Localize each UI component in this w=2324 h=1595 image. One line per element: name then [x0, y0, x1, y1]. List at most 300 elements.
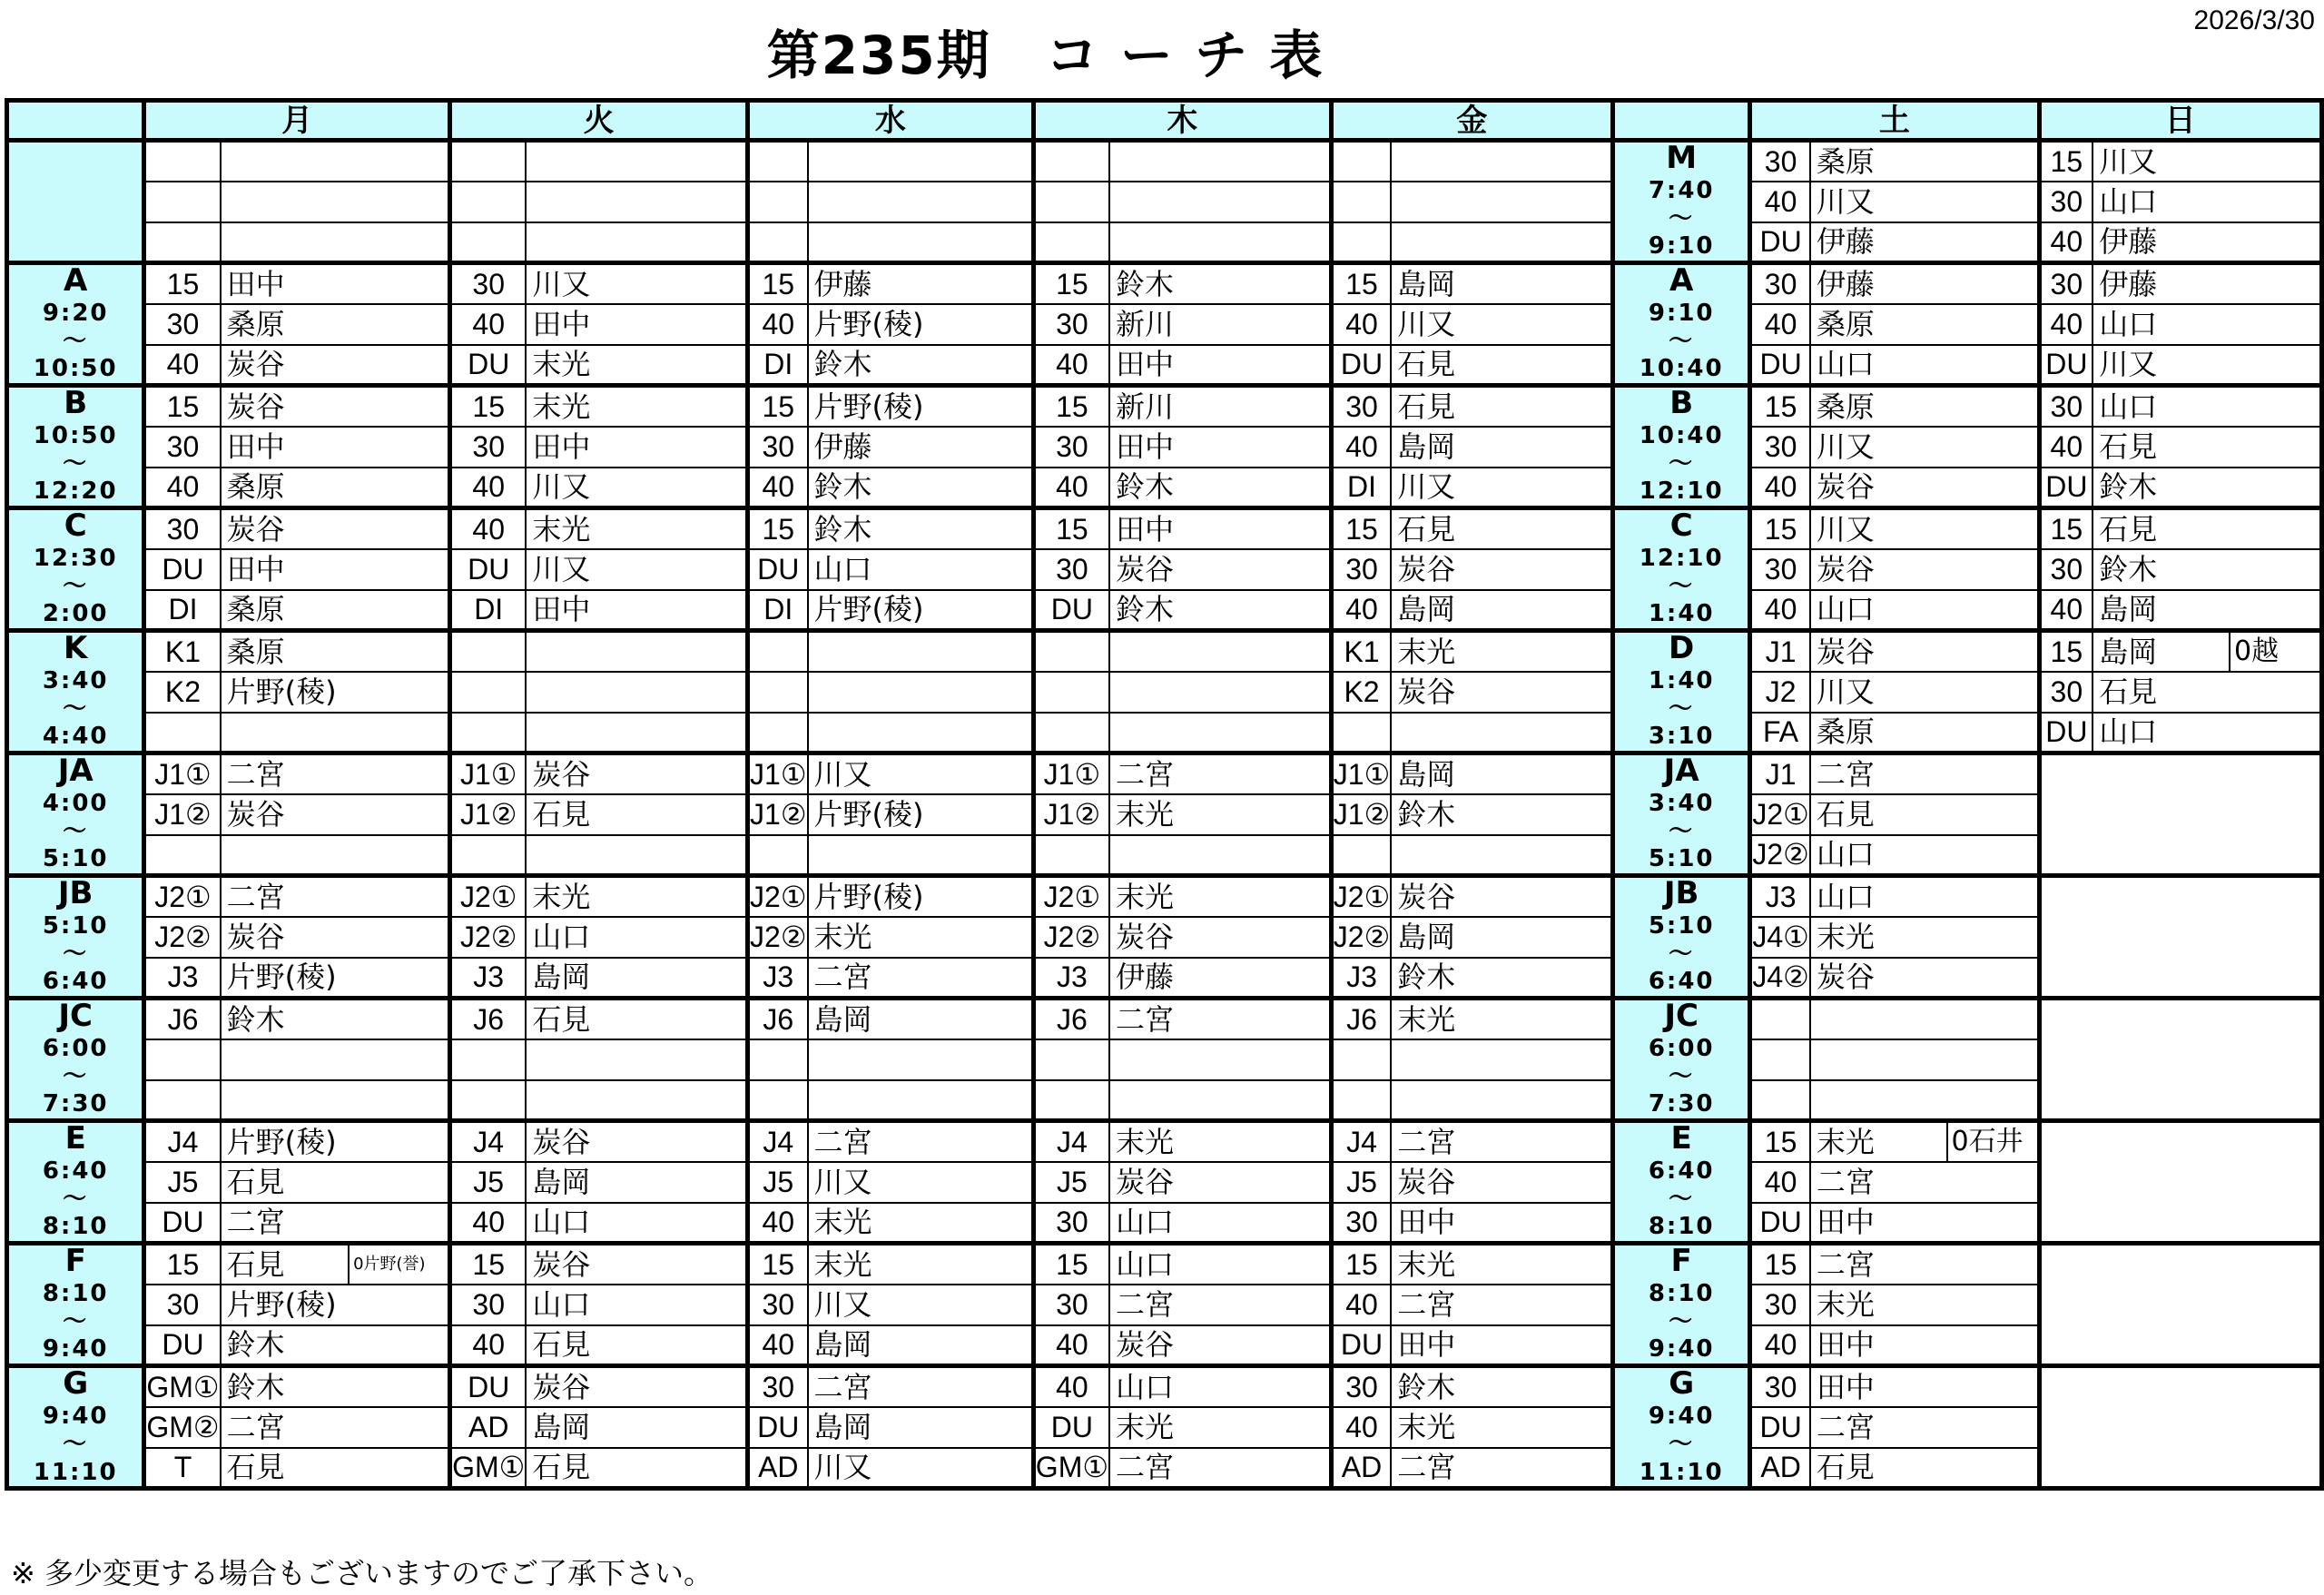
schedule-row: [7, 1039, 2322, 1080]
coach-name: [526, 141, 747, 182]
shift-code: 40: [2039, 590, 2093, 631]
shift-code: AD: [748, 1448, 808, 1489]
day-header-4: 金: [1331, 101, 1612, 141]
coach-name: [1109, 222, 1331, 263]
coach-name: 片野(稜): [808, 386, 1034, 427]
coach-name: 末光: [1109, 1407, 1331, 1448]
shift-code: 30: [2039, 672, 2093, 713]
shift-code: DU: [144, 1203, 221, 1244]
shift-code: 40: [1331, 304, 1391, 345]
shift-code: J4: [1331, 1121, 1391, 1162]
slot-range-mark: ～: [63, 940, 89, 968]
slot-range-mark: ～: [1669, 940, 1695, 968]
shift-code: 40: [450, 508, 527, 549]
coach-name: [1810, 999, 2039, 1039]
shift-code: J3: [1331, 958, 1391, 999]
shift-code: DU: [450, 1366, 527, 1407]
sunday-empty-block: [2039, 1244, 2321, 1366]
shift-code: J1②: [450, 794, 527, 835]
coach-name: 片野(稜): [221, 1121, 450, 1162]
coach-name: [808, 1080, 1034, 1121]
coach-name: 桑原: [1810, 141, 2039, 182]
shift-code: [748, 1080, 808, 1121]
coach-name: 末光: [1109, 876, 1331, 917]
coach-name: 山口: [526, 1285, 747, 1325]
coach-name: 二宮: [1109, 753, 1331, 794]
shift-code: J1: [1750, 753, 1810, 794]
coach-name-text: 石見: [226, 1246, 285, 1282]
coach-name: [1391, 182, 1612, 222]
shift-code: 30: [1331, 1203, 1391, 1244]
coach-name: [808, 835, 1034, 876]
coach-name: 鈴木: [808, 468, 1034, 508]
shift-code: 40: [1033, 468, 1109, 508]
slot-start-time: 3:40: [42, 667, 109, 695]
coach-name: 山口: [1810, 590, 2039, 631]
extra-note: 0越: [2229, 633, 2319, 671]
time-slot-header: [7, 141, 144, 263]
time-slot-header: [1612, 1244, 1749, 1366]
shift-code: 30: [748, 1366, 808, 1407]
coach-name: 山口: [1810, 835, 2039, 876]
coach-name: 末光: [526, 876, 747, 917]
shift-code: 40: [144, 345, 221, 386]
coach-name: 鈴木: [2093, 468, 2321, 508]
shift-code: 40: [1750, 590, 1810, 631]
slot-end-time: 7:30: [42, 1090, 109, 1118]
slot-name: E: [64, 1120, 86, 1157]
shift-code: 30: [450, 427, 527, 468]
coach-name: 炭谷: [1109, 549, 1331, 590]
coach-name: 島岡: [1391, 753, 1612, 794]
coach-name: 炭谷: [1391, 876, 1612, 917]
shift-code: J2②: [1033, 917, 1109, 958]
coach-name: 田中: [526, 427, 747, 468]
coach-name: 片野(稜): [808, 794, 1034, 835]
coach-name: 石見: [526, 1325, 747, 1366]
coach-name: 桑原: [221, 631, 450, 672]
shift-code: DI: [144, 590, 221, 631]
schedule-row: [7, 958, 2322, 999]
shift-code: J5: [144, 1162, 221, 1203]
shift-code: 40: [450, 1203, 527, 1244]
shift-code: [144, 222, 221, 263]
shift-code: J1②: [1331, 794, 1391, 835]
shift-code: 40: [1750, 182, 1810, 222]
shift-code: J6: [1331, 999, 1391, 1039]
shift-code: 40: [2039, 427, 2093, 468]
shift-code: J1①: [1033, 753, 1109, 794]
coach-name: 川又: [1810, 508, 2039, 549]
weekend-day-header-1: 日: [2039, 101, 2321, 141]
coach-name: 川又: [1810, 427, 2039, 468]
schedule-row: [7, 917, 2322, 958]
coach-name: 伊藤: [2093, 263, 2321, 304]
time-slot-header: [7, 1121, 144, 1244]
shift-code: 30: [450, 263, 527, 304]
coach-name: 川又: [526, 549, 747, 590]
shift-code: [450, 141, 527, 182]
coach-name: 二宮: [1810, 1407, 2039, 1448]
schedule-row: [7, 631, 2322, 672]
shift-code: 15: [2039, 508, 2093, 549]
schedule-row: [7, 672, 2322, 713]
coach-name: [221, 835, 450, 876]
slot-range-mark: ～: [1669, 1062, 1695, 1090]
time-slot-header: [1612, 386, 1749, 508]
slot-end-time: 10:50: [33, 355, 118, 383]
slot-end-time: 5:10: [1648, 845, 1715, 873]
schedule-row: [7, 713, 2322, 753]
shift-code: [1033, 1080, 1109, 1121]
coach-name: [221, 1080, 450, 1121]
coach-name: [1109, 713, 1331, 753]
coach-name: 山口: [2093, 182, 2321, 222]
shift-code: 40: [1033, 345, 1109, 386]
shift-code: T: [144, 1448, 221, 1489]
shift-code: 40: [748, 1325, 808, 1366]
shift-code: [144, 141, 221, 182]
coach-name: 山口: [1109, 1244, 1331, 1285]
slot-end-time: 6:40: [1648, 968, 1715, 996]
coach-name: 伊藤: [2093, 222, 2321, 263]
shift-code: [1033, 713, 1109, 753]
slot-range-mark: ～: [63, 327, 89, 355]
shift-code: K1: [1331, 631, 1391, 672]
coach-name: [221, 713, 450, 753]
coach-name: 川又: [808, 1162, 1034, 1203]
shift-code: [144, 713, 221, 753]
coach-name: 末光: [1391, 1407, 1612, 1448]
shift-code: 15: [1331, 508, 1391, 549]
coach-name: 石見: [221, 1448, 450, 1489]
slot-end-time: 9:10: [1648, 232, 1715, 261]
shift-code: 40: [748, 304, 808, 345]
coach-schedule-table: [5, 98, 2324, 1491]
shift-code: 30: [1750, 1285, 1810, 1325]
time-slot-header: [7, 631, 144, 753]
coach-name: 二宮: [1391, 1121, 1612, 1162]
shift-code: DI: [1331, 468, 1391, 508]
schedule-row: [7, 1407, 2322, 1448]
coach-name: 二宮: [1391, 1285, 1612, 1325]
slot-name: G: [1669, 1365, 1695, 1403]
coach-name: 二宮: [1810, 1162, 2039, 1203]
time-slot-header: [1612, 631, 1749, 753]
coach-name: 石見: [526, 1448, 747, 1489]
coach-name: 二宮: [1109, 1285, 1331, 1325]
schedule-row: [7, 1366, 2322, 1407]
extra-note: 0石井: [1946, 1123, 2037, 1161]
slot-range-mark: ～: [63, 1430, 89, 1458]
shift-code: J6: [748, 999, 808, 1039]
slot-range-mark: ～: [1669, 694, 1695, 723]
coach-name: 石見: [1391, 508, 1612, 549]
shift-code: DU: [450, 549, 527, 590]
shift-code: 30: [1750, 141, 1810, 182]
coach-name: 片野(稜): [221, 958, 450, 999]
coach-name: 炭谷: [1391, 1162, 1612, 1203]
shift-code: 40: [1750, 468, 1810, 508]
slot-start-time: 9:40: [1648, 1403, 1715, 1431]
footnote: ※ 多少変更する場合もございますのでご了承下さい。: [11, 1556, 713, 1590]
shift-code: AD: [1750, 1448, 1810, 1489]
shift-code: [748, 713, 808, 753]
shift-code: 15: [1033, 1244, 1109, 1285]
shift-code: [1331, 1080, 1391, 1121]
slot-name: A: [1669, 262, 1694, 300]
shift-code: DU: [1750, 345, 1810, 386]
coach-name: 炭谷: [526, 1244, 747, 1285]
shift-code: J5: [450, 1162, 527, 1203]
weekend-corner-cell: [1612, 101, 1749, 141]
shift-code: [1033, 672, 1109, 713]
slot-start-time: 6:40: [42, 1157, 109, 1186]
slot-name: A: [64, 262, 88, 300]
slot-name: D: [1669, 630, 1695, 667]
schedule-row: [7, 345, 2322, 386]
coach-name: 桑原: [1810, 304, 2039, 345]
slot-start-time: 8:10: [1648, 1280, 1715, 1308]
shift-code: [144, 182, 221, 222]
shift-code: 40: [1033, 1366, 1109, 1407]
shift-code: [1750, 1039, 1810, 1080]
shift-code: 30: [748, 427, 808, 468]
shift-code: J5: [748, 1162, 808, 1203]
slot-end-time: 1:40: [1648, 600, 1715, 628]
shift-code: 15: [1331, 263, 1391, 304]
shift-code: J1①: [1331, 753, 1391, 794]
coach-name: 島岡: [1391, 427, 1612, 468]
coach-name: [2093, 631, 2321, 672]
coach-name: 桑原: [221, 468, 450, 508]
shift-code: 15: [748, 1244, 808, 1285]
coach-name: 鈴木: [1391, 958, 1612, 999]
coach-name: [221, 182, 450, 222]
coach-name: 末光: [1810, 917, 2039, 958]
shift-code: [1331, 222, 1391, 263]
slot-name: F: [1670, 1243, 1692, 1280]
time-slot-header: [7, 508, 144, 631]
coach-name: 二宮: [808, 1121, 1034, 1162]
slot-start-time: 3:40: [1648, 790, 1715, 818]
shift-code: DU: [1033, 1407, 1109, 1448]
coach-name: 山口: [2093, 713, 2321, 753]
schedule-row: [7, 182, 2322, 222]
coach-name: 二宮: [221, 876, 450, 917]
slot-range-mark: ～: [1669, 572, 1695, 600]
coach-name: 石見: [526, 794, 747, 835]
schedule-row: [7, 999, 2322, 1039]
coach-name: [221, 1244, 450, 1285]
coach-name: [221, 222, 450, 263]
shift-code: J4: [748, 1121, 808, 1162]
shift-code: 15: [1750, 386, 1810, 427]
coach-name: 桑原: [221, 304, 450, 345]
schedule-row: [7, 1121, 2322, 1162]
day-header-1: 火: [450, 101, 748, 141]
coach-name: [526, 222, 747, 263]
shift-code: 40: [144, 468, 221, 508]
shift-code: DU: [2039, 468, 2093, 508]
shift-code: 15: [144, 386, 221, 427]
shift-code: K2: [1331, 672, 1391, 713]
shift-code: [1331, 1039, 1391, 1080]
slot-end-time: 11:10: [1639, 1458, 1724, 1486]
shift-code: 40: [748, 1203, 808, 1244]
slot-name: C: [64, 507, 87, 545]
shift-code: [1750, 999, 1810, 1039]
shift-code: [450, 672, 527, 713]
coach-name: 田中: [1810, 1325, 2039, 1366]
coach-name: 鈴木: [1391, 1366, 1612, 1407]
shift-code: [1750, 1080, 1810, 1121]
slot-range-mark: ～: [63, 1307, 89, 1335]
coach-name: 末光: [526, 386, 747, 427]
shift-code: DI: [748, 345, 808, 386]
slot-start-time: 9:20: [42, 300, 109, 328]
shift-code: DI: [748, 590, 808, 631]
slot-end-time: 9:40: [42, 1335, 109, 1364]
shift-code: J2①: [748, 876, 808, 917]
schedule-row: [7, 1080, 2322, 1121]
coach-name: 伊藤: [808, 263, 1034, 304]
shift-code: J6: [450, 999, 527, 1039]
coach-name: [526, 835, 747, 876]
slot-range-mark: ～: [1669, 1430, 1695, 1458]
shift-code: 15: [1033, 263, 1109, 304]
slot-start-time: 10:40: [1639, 422, 1724, 450]
coach-name: 炭谷: [221, 345, 450, 386]
time-slot-header: [1612, 753, 1749, 876]
print-date: 2026/3/30: [2193, 5, 2315, 35]
coach-name: 鈴木: [221, 1366, 450, 1407]
time-slot-header: [7, 386, 144, 508]
coach-name: [221, 141, 450, 182]
coach-name: 二宮: [1109, 999, 1331, 1039]
coach-name: 伊藤: [1810, 222, 2039, 263]
coach-name: 山口: [1810, 345, 2039, 386]
slot-start-time: 1:40: [1648, 667, 1715, 695]
sunday-empty-block: [2039, 999, 2321, 1121]
slot-start-time: 6:40: [1648, 1157, 1715, 1186]
slot-end-time: 6:40: [42, 968, 109, 996]
coach-name: 田中: [526, 590, 747, 631]
time-slot-header: [7, 999, 144, 1121]
coach-name: 二宮: [1810, 1244, 2039, 1285]
shift-code: 15: [748, 386, 808, 427]
shift-code: 30: [1750, 1366, 1810, 1407]
coach-name: 島岡: [808, 999, 1034, 1039]
shift-code: DU: [748, 549, 808, 590]
shift-code: AD: [450, 1407, 527, 1448]
slot-start-time: 9:40: [42, 1403, 109, 1431]
schedule-row: [7, 753, 2322, 794]
coach-name: [808, 713, 1034, 753]
shift-code: GM①: [1033, 1448, 1109, 1489]
shift-code: [1331, 141, 1391, 182]
coach-name: 川又: [526, 468, 747, 508]
coach-name: 石見: [2093, 427, 2321, 468]
schedule-row: [7, 1285, 2322, 1325]
shift-code: 30: [1033, 304, 1109, 345]
schedule-row: [7, 590, 2322, 631]
coach-name: 末光: [808, 1203, 1034, 1244]
coach-name: 島岡: [1391, 917, 1612, 958]
shift-code: 40: [450, 1325, 527, 1366]
coach-name: 炭谷: [221, 386, 450, 427]
slot-name: JB: [1663, 875, 1699, 912]
coach-name-text: 末光: [1816, 1124, 1875, 1159]
sunday-empty-block: [2039, 753, 2321, 876]
shift-code: 15: [450, 386, 527, 427]
coach-name: [1109, 1039, 1331, 1080]
coach-name: 田中: [1109, 345, 1331, 386]
shift-code: 30: [1750, 427, 1810, 468]
day-header-3: 木: [1033, 101, 1331, 141]
schedule-row: [7, 1448, 2322, 1489]
slot-name: JC: [1664, 998, 1699, 1035]
shift-code: DU: [748, 1407, 808, 1448]
shift-code: [1033, 182, 1109, 222]
shift-code: [450, 1080, 527, 1121]
shift-code: 30: [144, 508, 221, 549]
shift-code: J2②: [144, 917, 221, 958]
coach-name: 新川: [1109, 304, 1331, 345]
shift-code: 15: [2039, 141, 2093, 182]
coach-name: [1391, 1039, 1612, 1080]
slot-range-mark: ～: [63, 572, 89, 600]
coach-name: [1109, 1080, 1331, 1121]
shift-code: 40: [450, 468, 527, 508]
time-slot-header: [7, 263, 144, 386]
shift-code: [450, 182, 527, 222]
coach-name: 田中: [1391, 1325, 1612, 1366]
coach-name: 川又: [808, 1448, 1034, 1489]
coach-name: 炭谷: [1810, 549, 2039, 590]
coach-name: [1810, 1080, 2039, 1121]
shift-code: J5: [1033, 1162, 1109, 1203]
shift-code: 30: [450, 1285, 527, 1325]
coach-name: 末光: [808, 917, 1034, 958]
schedule-row: [7, 1325, 2322, 1366]
shift-code: 30: [1331, 386, 1391, 427]
shift-code: 30: [1331, 549, 1391, 590]
shift-code: 30: [2039, 263, 2093, 304]
schedule-row: [7, 141, 2322, 182]
schedule-row: [7, 263, 2322, 304]
coach-name: 川又: [2093, 345, 2321, 386]
coach-name-text: 島岡: [2099, 634, 2158, 669]
slot-range-mark: ～: [63, 817, 89, 845]
coach-name: 末光: [1109, 1121, 1331, 1162]
shift-code: 30: [2039, 549, 2093, 590]
slot-name: C: [1669, 507, 1693, 545]
coach-name: [808, 631, 1034, 672]
shift-code: 15: [1331, 1244, 1391, 1285]
shift-code: J1②: [144, 794, 221, 835]
schedule-row: [7, 549, 2322, 590]
shift-code: K1: [144, 631, 221, 672]
coach-name: [808, 141, 1034, 182]
shift-code: J3: [450, 958, 527, 999]
shift-code: 40: [2039, 222, 2093, 263]
shift-code: [1331, 182, 1391, 222]
shift-code: 15: [144, 263, 221, 304]
shift-code: 15: [748, 508, 808, 549]
shift-code: [748, 672, 808, 713]
shift-code: 15: [450, 1244, 527, 1285]
